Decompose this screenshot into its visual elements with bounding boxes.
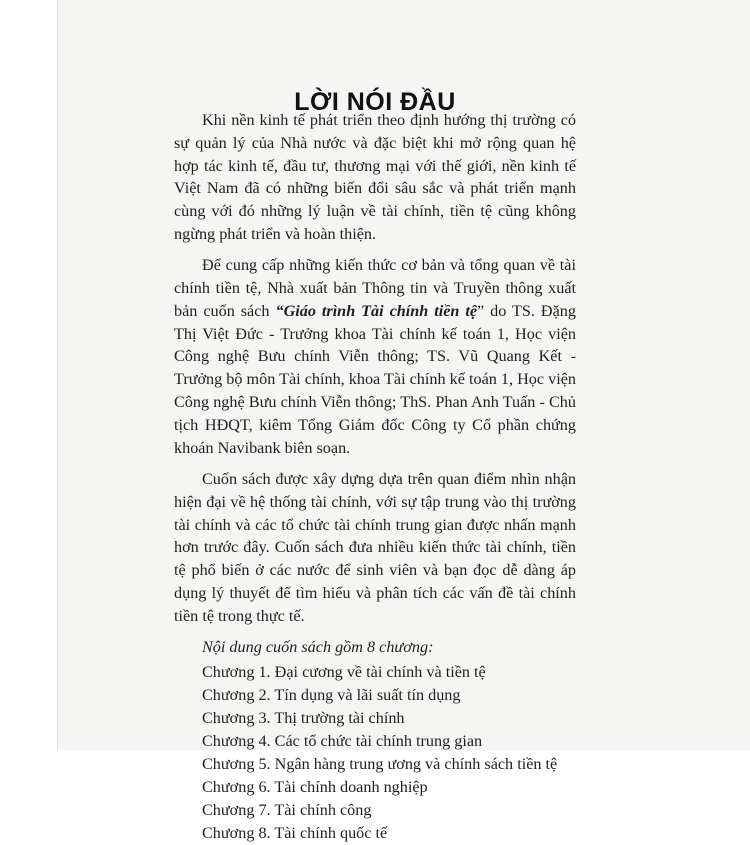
- paragraph-3: Cuốn sách được xây dựng dựa trên quan điểm nhìn nhận hiện đại về hệ thống tài chính, với sự tập trung vào thị trường tài chính và các tổ chức tài chính trung gian được nhấn mạnh hơn trước đây. Cuốn sách đưa nhiều kiến thức tài chính, tiền tệ phổ biến ở các nước để sinh viên và bạn đọc dễ dàng áp dụng lý thuyết để tìm hiểu và phân tích các vấn đề tài chính tiền tệ trong thực tế.: [174, 469, 576, 625]
- paragraph-2-rest: ” do TS. Đặng Thị Việt Đức - Trưởng khoa Tài chính kế toán 1, Học viện Công nghệ Bưu chính Viễn thông; TS. Vũ Quang Kết - Trưởng bộ môn Tài chính, khoa Tài chính kế toán 1, Học viện Công nghệ Bưu chính Viễn thông; ThS. Phan Anh Tuấn - Chủ tịch HĐQT, kiêm Tổng Giám đốc Công ty Cổ phần chứng khoán Navibank biên soạn.: [174, 301, 576, 457]
- chapter-item-3: Chương 3. Thị trường tài chính: [202, 708, 405, 727]
- chapter-item-7: Chương 7. Tài chính công: [202, 800, 372, 819]
- chapter-item-1: Chương 1. Đại cương về tài chính và tiền tệ: [202, 662, 486, 681]
- chapter-item-6: Chương 6. Tài chính doanh nghiệp: [202, 777, 428, 796]
- book-title: “Giáo trình Tài chính tiền tệ: [275, 301, 478, 320]
- chapter-list: [174, 661, 576, 845]
- page-title: LỜI NÓI ĐẦU: [294, 88, 456, 116]
- paragraph-2-lead: Để cung cấp những kiến thức cơ bản và tổng quan về tài chính tiền tệ, Nhà xuất bản Thông tin và Truyền thông xuất bản cuốn sách: [174, 256, 576, 320]
- chapter-item-5: Chương 5. Ngân hàng trung ương và chính sách tiền tệ: [202, 754, 558, 773]
- preface-body: [174, 109, 576, 845]
- chapter-item-2: Chương 2. Tín dụng và lãi suất tín dụng: [202, 685, 461, 704]
- paragraph-1: Khi nền kinh tế phát triển theo định hướng thị trường có sự quản lý của Nhà nước và đặc biệt khi mở rộng quan hệ hợp tác kinh tế, đầu tư, thương mại với thế giới, nền kinh tế Việt Nam đã có những biến đổi sâu sắc và phát triển mạnh cùng với đó những lý luận về tài chính, tiền tệ cũng không ngừng phát triển và hoàn thiện.: [174, 111, 576, 243]
- paragraph-2: [174, 254, 576, 459]
- chapter-item-4: Chương 4. Các tổ chức tài chính trung gian: [202, 731, 483, 750]
- contents-intro: Nội dung cuốn sách gồm 8 chương:: [202, 638, 434, 657]
- chapter-item-8: Chương 8. Tài chính quốc tế: [202, 823, 388, 842]
